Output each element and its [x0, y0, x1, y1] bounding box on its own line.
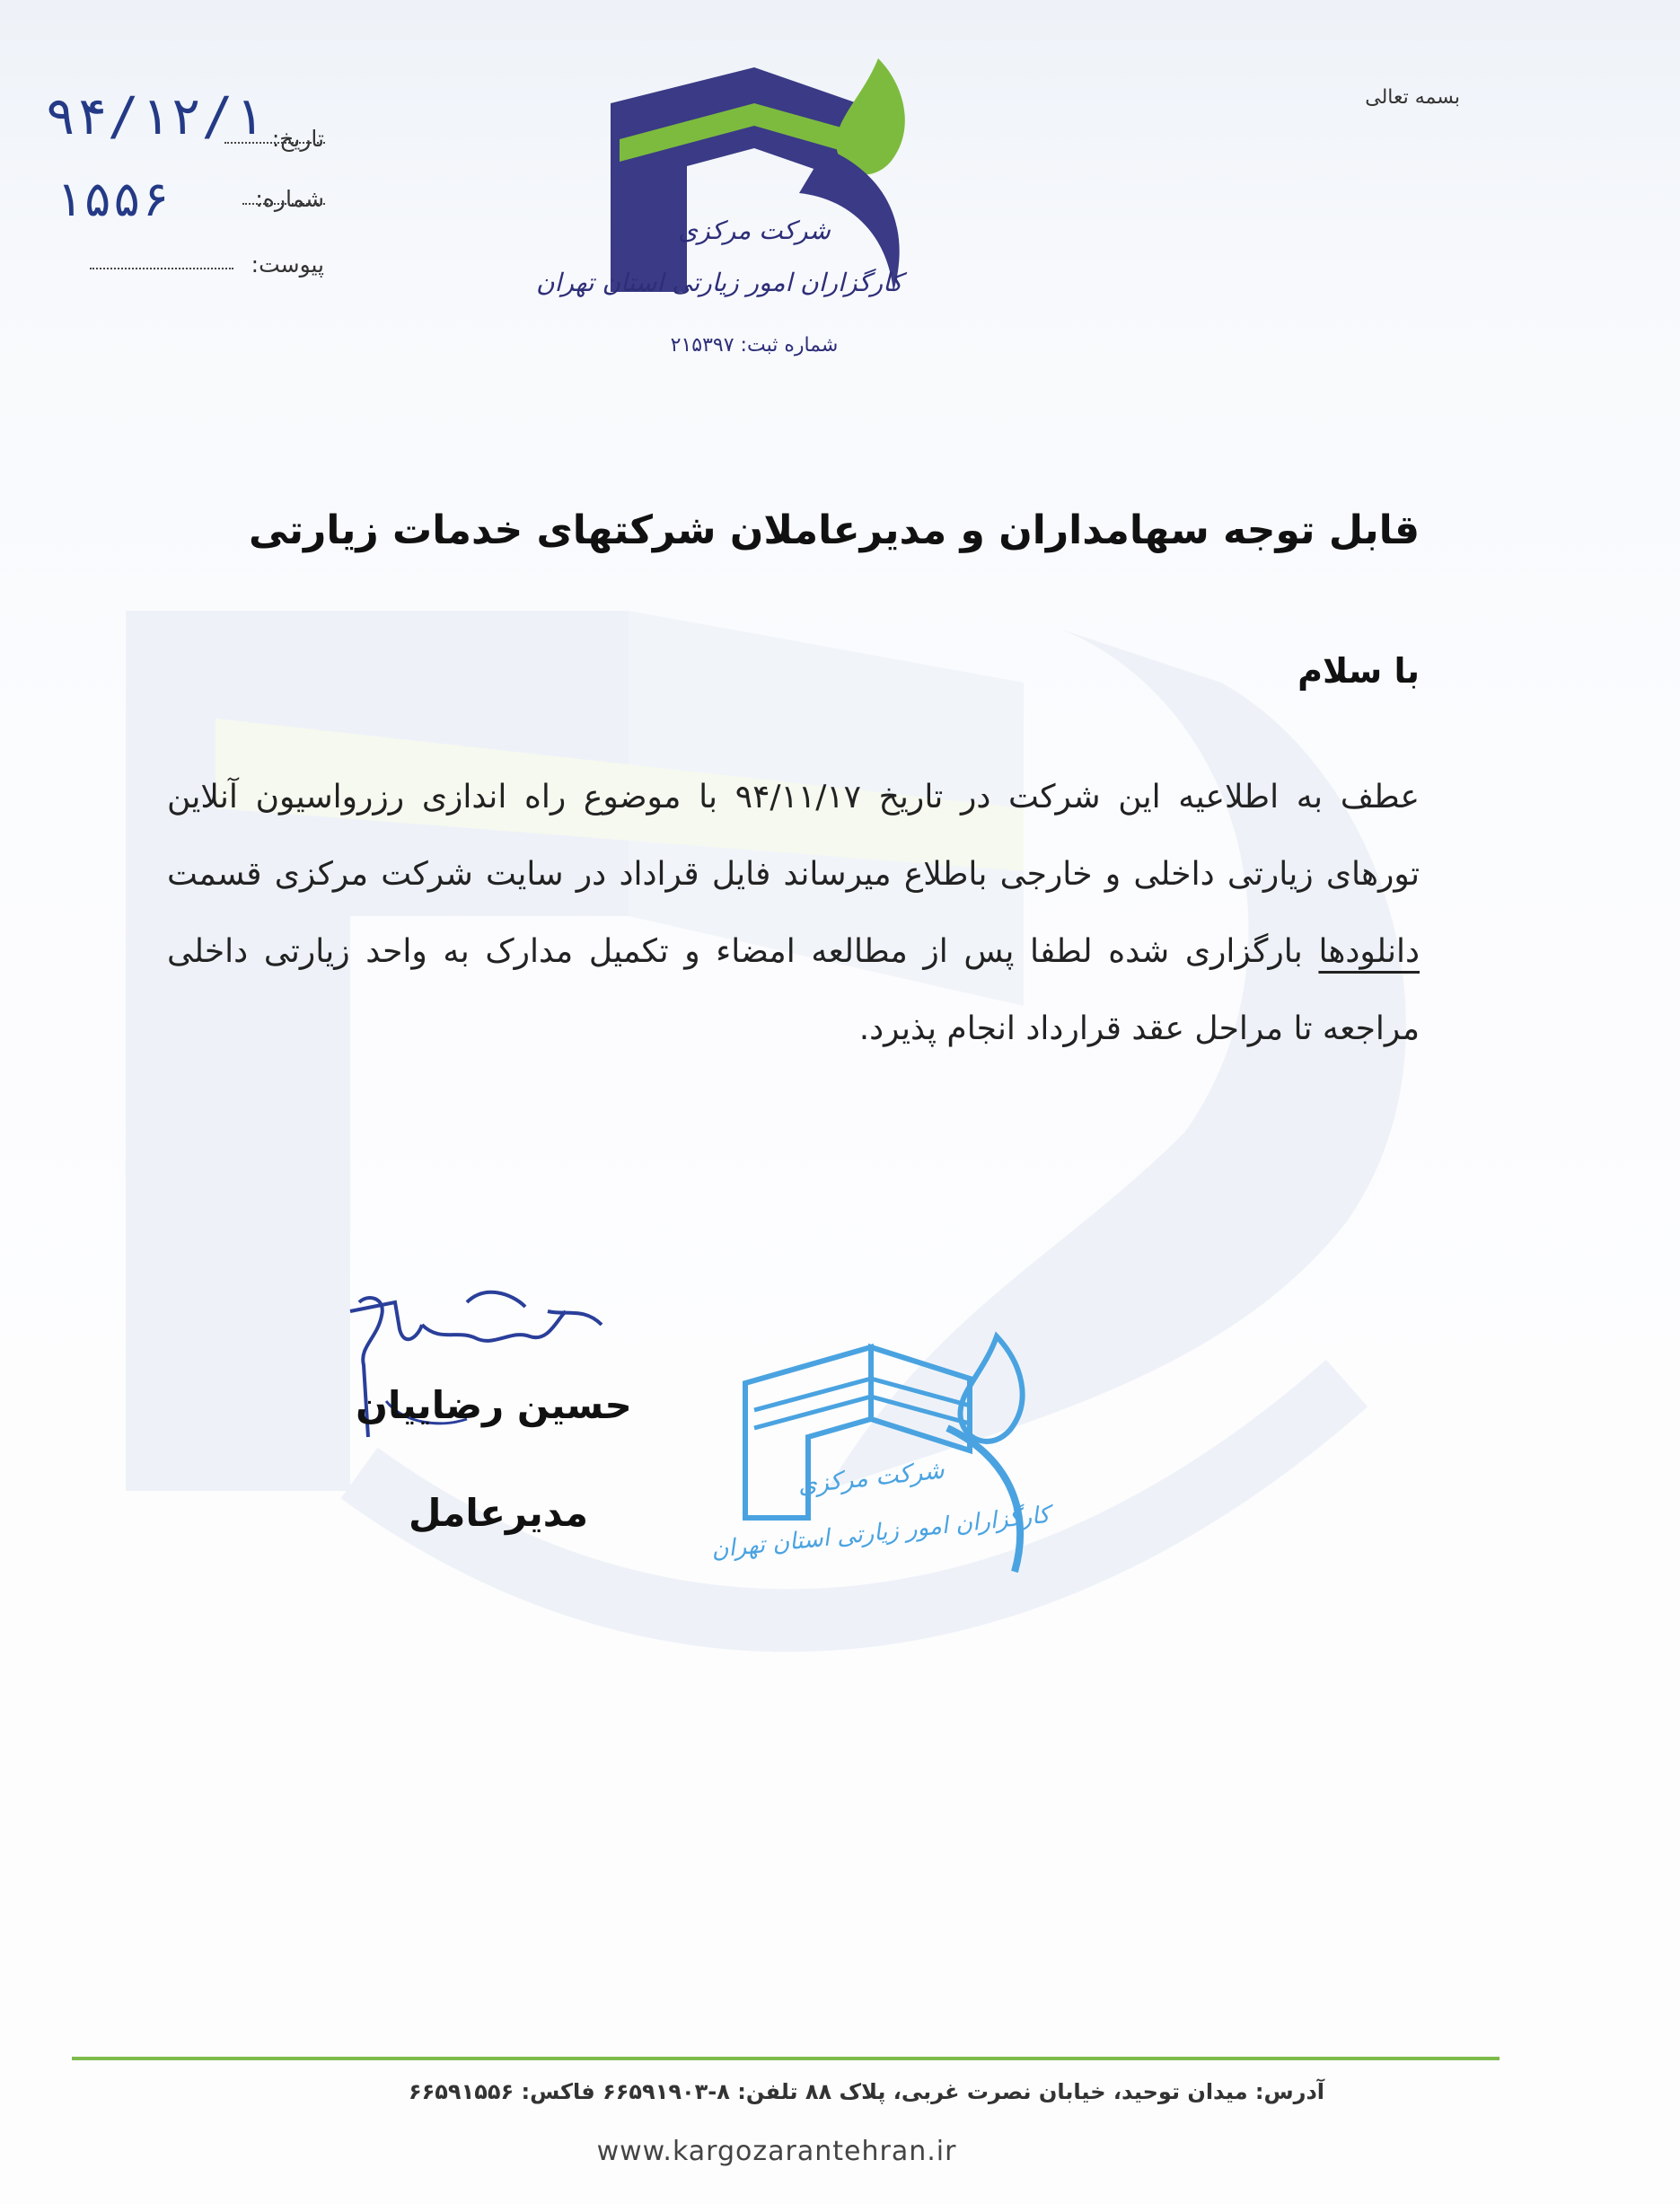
letter-body-part2: بارگزاری شده لطفا پس از مطالعه امضاء و تکمیل مدارک به واحد زیارتی داخلی مراجعه تا مراحل عقد قرارداد انجام پذیرد.	[167, 933, 1420, 1047]
signatory-role: مدیرعامل	[408, 1491, 589, 1535]
letter-greeting: با سلام	[1297, 651, 1420, 691]
number-handwritten: ۱۵۵۶	[54, 171, 172, 227]
letter-body	[167, 759, 1420, 1068]
letter-title: قابل توجه سهامداران و مدیرعاملان شرکتهای خدمات زیارتی	[248, 507, 1420, 553]
signatory-name: حسین رضاییان	[356, 1383, 632, 1427]
date-handwritten: ۹۴/۱۲/۱	[45, 85, 265, 146]
logo-company-line2: کارگزاران امور زیارتی استان تهران	[536, 268, 902, 297]
handwritten-signature	[332, 1275, 638, 1464]
letter-body-part1: عطف به اطلاعیه این شرکت در تاریخ ۹۴/۱۱/۱۷ با موضوع راه اندازی رزرواسیون آنلاین تورهای زیارتی داخلی و خارجی باطلاع میرساند فایل قراداد در سایت شرکت مرکزی قسمت	[167, 779, 1420, 893]
footer-address: آدرس: میدان توحید، خیابان نصرت غربی، پلاک ۸۸ تلفن: ۸-۶۶۵۹۱۹۰۳ فاکس: ۶۶۵۹۱۵۵۶	[408, 2079, 1324, 2104]
stamp-text-line1: شرکت مرکزی	[796, 1456, 946, 1500]
footer-divider	[72, 2057, 1500, 2060]
attachment-label: پیوست:	[251, 251, 324, 278]
number-label: شماره:	[255, 186, 324, 212]
registration-number: شماره ثبت: ۲۱۵۳۹۷	[670, 334, 839, 357]
logo-company-line1: شرکت مرکزی	[678, 216, 831, 245]
footer-website[interactable]: www.kargozarantehran.ir	[596, 2136, 957, 2167]
downloads-underlined: دانلودها	[1318, 933, 1420, 970]
date-label: تاریخ:	[271, 126, 324, 152]
number-dotted-line	[242, 203, 325, 205]
basmala-text: بسمه تعالی	[1365, 86, 1460, 109]
attachment-dotted-line	[90, 268, 233, 269]
company-logo	[602, 49, 943, 301]
stamp-text-line2: کارگزاران امور زیارتی استان تهران	[709, 1501, 1051, 1565]
